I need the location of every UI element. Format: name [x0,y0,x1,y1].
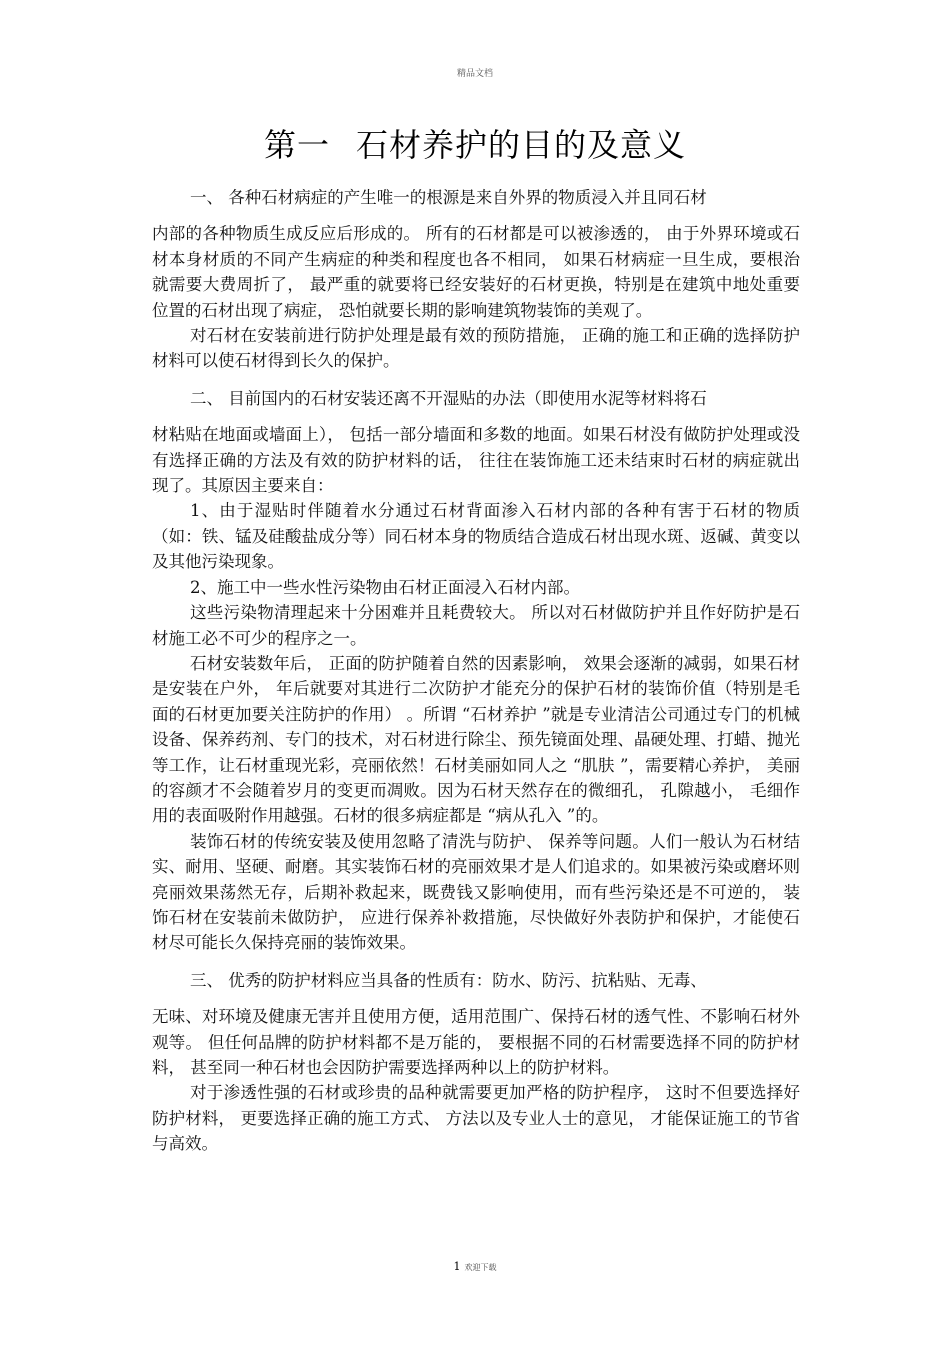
section-1 [152,185,800,374]
document-body [152,185,800,1157]
paragraph: 石材安装数年后， 正面的防护随着自然的因素影响， 效果会逐渐的减弱，如果石材是安装在户外， 年后就要对其进行二次防护才能充分的保护石材的装饰价值（特别是毛面的石材更加要关注防护的作用） 。所谓 “石材养护 ”就是专业清洁公司通过专门的机械设备、保养药剂、专门的技术，对石材进行除尘、预先镜面处理、晶硬处理、打蜡、抛光等工作，让石材重现光彩，亮丽依然！石材美丽如同人之 “肌肤 ”，需要精心养护， 美丽的容颜才不会随着岁月的变更而凋败。因为石材天然存在的微细孔， 孔隙越小， 毛细作用的表面吸附作用越强。石材的很多病症都是 “病从孔入 ”的。 [152,653,800,826]
paragraph: 装饰石材的传统安装及使用忽略了清洗与防护、 保养等问题。人们一般认为石材结实、耐用、坚硬、耐磨。其实装饰石材的亮丽效果才是人们追求的。如果被污染或磨坏则亮丽效果荡然无存，后期补救起来，既费钱又影响使用，而有些污染还是不可逆的， 装饰石材在安装前未做防护， 应进行保养补救措施，尽快做好外表防护和保护，才能使石材尽可能长久保持亮丽的装饰效果。 [152,831,800,953]
paragraph: 对石材在安装前进行防护处理是最有效的预防措施， 正确的施工和正确的选择防护材料可以使石材得到长久的保护。 [152,326,800,371]
paragraph: 2、施工中一些水性污染物由石材正面浸入石材内部。 [190,577,580,597]
page-footer [0,1260,950,1273]
page-header: 精品文档 [456,69,493,79]
footer-text: 欢迎下载 [464,1263,497,1272]
title-text: 石材养护的目的及意义 [356,126,687,164]
section-heading: 三、 优秀的防护材料应当具备的性质有：防水、防污、抗粘贴、无毒、 [190,970,707,990]
section-2 [152,386,800,956]
title-chapter: 第一 [263,126,330,164]
paragraph: 内部的各种物质生成反应后形成的。 所有的石材都是可以被渗透的， 由于外界环境或石材本身材质的不同产生病症的种类和程度也各不相同， 如果石材病症一旦生成，要根治就需要大费周折了， 最严重的就要将已经安装好的石材更换，特别是在建筑中地处重要位置的石材出现了病症， 恐怕就要长期的影响建筑物装饰的美观了。 [152,224,800,320]
paragraph: 无味、对环境及健康无害并且使用方便，适用范围广、保持石材的透气性、不影响石材外观等。 但任何品牌的防护材料都不是万能的， 要根据不同的石材需要选择不同的防护材料， 甚至同一种石材也会因防护需要选择两种以上的防护材料。 [152,1007,800,1077]
section-3 [152,968,800,1157]
paragraph: 材粘贴在地面或墙面上）， 包括一部分墙面和多数的地面。如果石材没有做防护处理或没有选择正确的方法及有效的防护材料的话， 往往在装饰施工还未结束时石材的病症就出现了。其原因主要来自： [152,425,800,496]
section-heading: 一、 各种石材病症的产生唯一的根源是来自外界的物质浸入并且同石材 [190,188,707,207]
page-title [0,120,950,166]
paragraph: 这些污染物清理起来十分困难并且耗费较大。 所以对石材做防护并且作好防护是石材施工必不可少的程序之一。 [152,603,800,648]
paragraph: 对于渗透性强的石材或珍贵的品种就需要更加严格的防护程序， 这时不但要选择好防护材料， 更要选择正确的施工方式、 方法以及专业人士的意见， 才能保证施工的节省与高效。 [152,1083,800,1154]
paragraph: 1、由于湿贴时伴随着水分通过石材背面渗入石材内部的各种有害于石材的物质（如：铁、锰及硅酸盐成分等）同石材本身的物质结合造成石材出现水斑、返碱、黄变以及其他污染现象。 [152,501,800,572]
section-heading: 二、 目前国内的石材安装还离不开湿贴的办法（即使用水泥等材料将石 [190,388,707,408]
page-number: 1 [453,1260,461,1273]
